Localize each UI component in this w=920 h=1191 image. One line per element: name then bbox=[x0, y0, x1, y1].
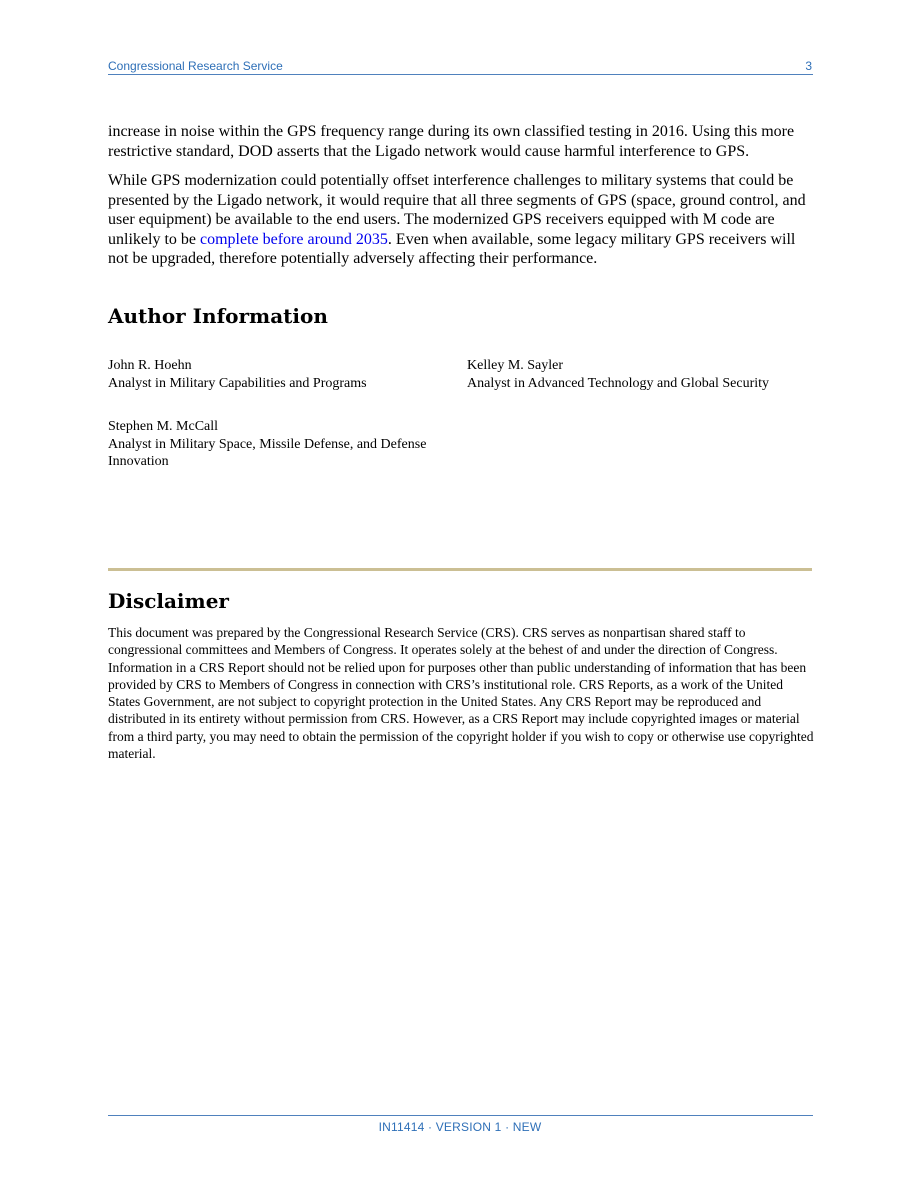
author-block bbox=[108, 418, 458, 471]
author-block bbox=[108, 357, 458, 392]
paragraph-text: While GPS modernization could potentially offset interference challenges to military systems that could be presented by the Ligado network, it would require that all three segments of GPS (space, ground control, and user equipment) be available to the end users. The modernized GPS receivers equipped with M code are unlikely to be bbox=[108, 172, 806, 248]
page-header bbox=[108, 58, 813, 75]
author-title: Analyst in Military Capabilities and Programs bbox=[108, 375, 367, 391]
author-title: Analyst in Military Space, Missile Defense, and Defense Innovation bbox=[108, 436, 427, 469]
disclaimer-heading: Disclaimer bbox=[108, 589, 229, 613]
paragraph-text: . Even when available, some legacy military GPS receivers will not be upgraded, therefore potentially adversely affecting their performance. bbox=[108, 230, 796, 267]
author-title: Analyst in Advanced Technology and Global Security bbox=[467, 375, 770, 391]
m-code-timeline-link[interactable]: complete before around 2035 bbox=[199, 230, 388, 248]
section-divider bbox=[108, 568, 812, 571]
page-number: 3 bbox=[805, 59, 812, 73]
author-name: Kelley M. Sayler bbox=[467, 358, 564, 373]
body-paragraph: increase in noise within the GPS frequency range during its own classified testing in 2016. Using this more restrictive standard, DOD asserts that the Ligado network would cause harmful interference to GPS. bbox=[108, 123, 795, 160]
author-information-heading: Author Information bbox=[108, 304, 328, 328]
header-organization: Congressional Research Service bbox=[108, 59, 283, 73]
body-paragraph bbox=[108, 171, 813, 269]
footer-divider bbox=[108, 1115, 813, 1116]
disclaimer-text: This document was prepared by the Congressional Research Service (CRS). CRS serves as nonpartisan shared staff to congressional committees and Members of Congress. It operates solely at the behest of and under the direction of Congress. Information in a CRS Report should not be relied upon for purposes other than public understanding of information that has been provided by CRS to Members of Congress in connection with CRS’s institutional role. CRS Reports, as a work of the United States Government, are not subject to copyright protection in the United States. Any CRS Report may be reproduced and distributed in its entirety without permission from CRS. However, as a CRS Report may include copyrighted images or material from a third party, you may need to obtain the permission of the copyright holder if you wish to copy or otherwise use copyrighted material. bbox=[108, 625, 814, 762]
page-footer: IN11414 · VERSION 1 · NEW bbox=[378, 1120, 542, 1134]
author-block bbox=[467, 357, 817, 392]
author-name: Stephen M. McCall bbox=[108, 419, 219, 434]
author-name: John R. Hoehn bbox=[108, 358, 192, 373]
